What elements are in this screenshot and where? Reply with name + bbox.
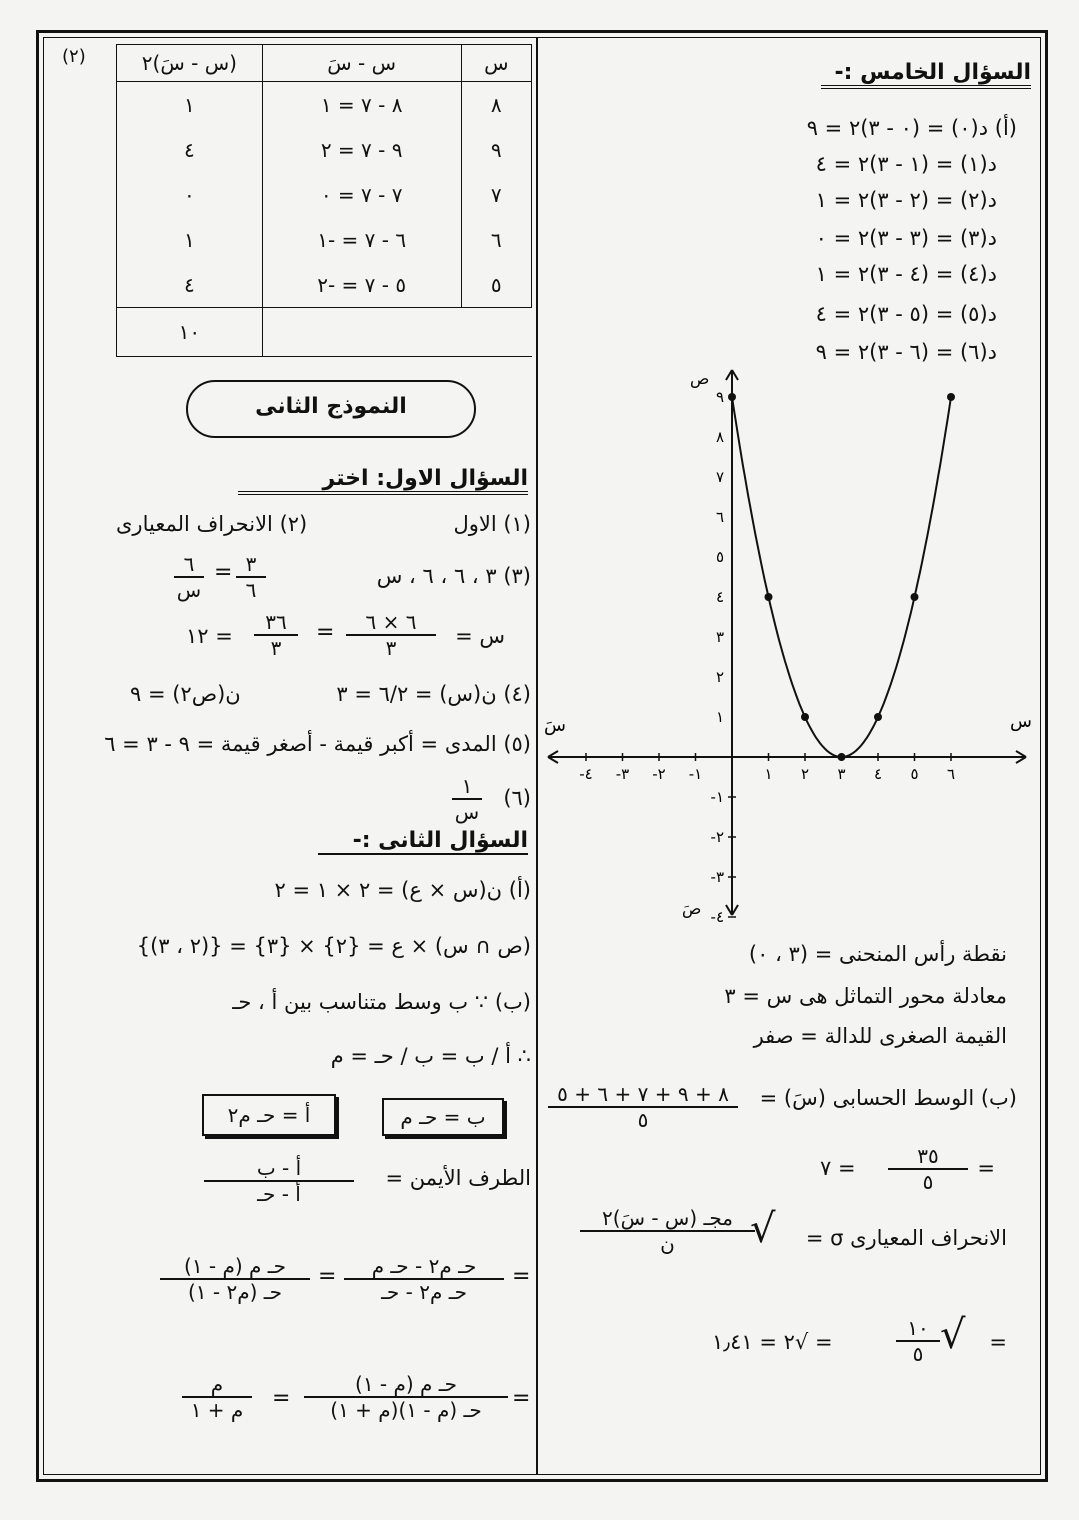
y-tick-label: ٨ xyxy=(715,428,724,446)
mean-denominator-2: ٥ xyxy=(922,1170,934,1194)
f-line: د(٦) = (٦ - ٣)٢ = ٩ xyxy=(815,340,997,364)
table-row xyxy=(117,127,532,172)
lhs-fraction xyxy=(204,1156,354,1206)
frac-6-s xyxy=(174,552,204,602)
y-tick-label: ١ xyxy=(715,708,724,726)
x-tick-label: ٦ xyxy=(946,765,956,783)
graph-point xyxy=(838,753,846,761)
y-tick-label: -١ xyxy=(710,788,724,806)
table-row xyxy=(117,82,532,128)
x-tick-label: ١ xyxy=(764,765,773,783)
graph-points xyxy=(728,393,955,761)
column-divider xyxy=(536,37,538,1475)
graph-axes xyxy=(544,369,1032,919)
numerator: ١ xyxy=(452,774,482,800)
answer-2: (٢) الانحراف المعيارى xyxy=(116,512,308,536)
denominator: حـ (م٢ - ١) xyxy=(187,1280,282,1304)
q2-ratio: ∴ أ / ب = ب / حـ = م xyxy=(330,1044,531,1068)
q2-set-product: (ص ∩ س) × ع = {٢} × {٣} = {(٢ ، ٣)} xyxy=(136,934,531,958)
f-line: د(٥) = (٥ - ٣)٢ = ٤ xyxy=(815,302,997,326)
parabola-graph xyxy=(540,360,1040,930)
table-cell: ٤ xyxy=(117,262,263,308)
q2-part-b: (ب) ∵ ب وسط متناسب بين أ ، حـ xyxy=(232,990,531,1014)
answer-3b-result: = ١٢ xyxy=(186,624,233,648)
y-tick-label: -٤ xyxy=(710,908,724,926)
numerator: حـ م (م - ١) xyxy=(304,1372,508,1398)
y-tick-label: ٦ xyxy=(715,508,724,526)
table-header: (س - سَ)٢ xyxy=(117,45,263,82)
graph-point xyxy=(765,593,773,601)
denominator: م + ١ xyxy=(190,1398,244,1422)
graph-point xyxy=(728,393,736,401)
x-tick-label: -٢ xyxy=(652,765,666,783)
mean-numerator-2: ٣٥ xyxy=(888,1144,968,1170)
f-line: (أ) د(٠) = (٠ - ٣)٢ = ٩ xyxy=(806,116,1017,140)
q1-title: السؤال الاول: اختر xyxy=(238,466,528,495)
denominator: ٦ xyxy=(245,578,257,602)
table-cell: ٨ - ٧ = ١ xyxy=(262,82,461,128)
mean-denominator: ٥ xyxy=(637,1108,649,1132)
sd-eq: = xyxy=(989,1330,1007,1354)
x-tick-label: ٣ xyxy=(837,765,846,783)
graph-point xyxy=(801,713,809,721)
axis-symmetry-text: معادلة محور التماثل هى س = ٣ xyxy=(724,984,1007,1008)
numerator: ٦ × ٦ xyxy=(346,610,436,636)
sqrt-icon: √ xyxy=(940,1312,966,1358)
numerator: أ - ب xyxy=(204,1156,354,1182)
table-cell: ٦ - ٧ = -١ xyxy=(262,217,461,262)
graph-point xyxy=(874,713,882,721)
graph-point xyxy=(947,393,955,401)
x-tick-label: -٤ xyxy=(579,765,593,783)
sd-numerator: مجـ (س - سَ)٢ xyxy=(580,1206,755,1232)
x-tick-label: -١ xyxy=(688,765,703,783)
frac-3-6 xyxy=(236,552,266,602)
table-cell: ٩ xyxy=(461,127,531,172)
y-neg-axis-label: صَ xyxy=(682,899,702,918)
x-neg-axis-label: سَ xyxy=(544,715,566,736)
parabola-curve xyxy=(732,397,951,757)
answer-4: (٤) ن(س) = ٦/٢ = ٣ xyxy=(336,682,531,706)
answer-4b: ن(ص٢) = ٩ xyxy=(130,682,241,706)
y-tick-label: ٧ xyxy=(715,468,724,486)
final-fraction xyxy=(182,1372,252,1422)
denominator: حـ (م - ١)(م + ١) xyxy=(330,1398,482,1422)
min-value-text: القيمة الصغرى للدالة = صفر xyxy=(753,1024,1007,1048)
step3-fraction xyxy=(160,1254,310,1304)
vertex-text: نقطة رأس المنحنى = (٣ ، ٠) xyxy=(748,942,1007,966)
equals-sign: = xyxy=(512,1386,531,1411)
numerator: ٦ xyxy=(174,552,204,578)
table-cell: ٦ xyxy=(461,217,531,262)
f-line: د(٤) = (٤ - ٣)٢ = ١ xyxy=(815,262,997,286)
x-axis-label: س xyxy=(1010,711,1032,732)
denominator: س xyxy=(454,800,480,824)
y-tick-label: ٢ xyxy=(715,668,724,686)
sd-label: الانحراف المعيارى σ = xyxy=(805,1226,1007,1250)
frac-6x6-3 xyxy=(346,610,436,660)
y-tick-label: ٤ xyxy=(715,588,724,606)
equals-sign: = xyxy=(214,560,233,585)
equals-sign: = xyxy=(512,1264,531,1289)
x-tick-label: ٢ xyxy=(800,765,810,783)
denominator: حـ م٢ - حـ xyxy=(381,1280,467,1304)
table-header: س xyxy=(461,45,531,82)
table-cell: ٠ xyxy=(117,172,263,217)
numerator: ٣ xyxy=(236,552,266,578)
page-number: (٢) xyxy=(62,46,86,67)
answer-3: (٣) ٣ ، ٦ ، ٦ ، س xyxy=(376,564,531,588)
table-cell: ٩ - ٧ = ٢ xyxy=(262,127,461,172)
equals-sign: = xyxy=(316,620,335,645)
f-line: د(٢) = (٢ - ٣)٢ = ١ xyxy=(815,188,997,212)
table-header-row xyxy=(117,45,532,82)
table-row xyxy=(117,172,532,217)
y-tick-label: -٣ xyxy=(710,868,724,886)
sd-fraction-2 xyxy=(896,1316,940,1366)
step2-fraction xyxy=(344,1254,504,1304)
frac-1-s xyxy=(452,774,482,824)
table-header: س - سَ xyxy=(262,45,461,82)
step4-fraction xyxy=(304,1372,508,1422)
answer-5: (٥) المدى = أكبر قيمة - أصغر قيمة = ٩ - ٣ = ٦ xyxy=(104,732,531,756)
table-cell: ٥ - ٧ = -٢ xyxy=(262,262,461,308)
sd-denominator-2: ٥ xyxy=(912,1342,924,1366)
f-line: د(١) = (١ - ٣)٢ = ٤ xyxy=(815,152,997,176)
denominator: ٣ xyxy=(270,636,282,660)
denominator: س xyxy=(176,578,202,602)
mean-numerator: ٨ + ٩ + ٧ + ٦ + ٥ xyxy=(548,1082,738,1108)
sd-numerator-2: ١٠ xyxy=(896,1316,940,1342)
equals-sign: = xyxy=(272,1386,291,1411)
table-row xyxy=(117,262,532,308)
table-cell: ٧ - ٧ = ٠ xyxy=(262,172,461,217)
mean-result: = ٧ xyxy=(820,1156,856,1180)
box-a-equals: أ = حـ م٢ xyxy=(202,1094,336,1136)
y-axis-label: ص xyxy=(690,369,710,388)
sqrt-icon: √ xyxy=(750,1206,776,1252)
table-total: ١٠ xyxy=(117,308,263,357)
frac-36-3 xyxy=(254,610,298,660)
table-cell: ١ xyxy=(117,217,263,262)
x-tick-label: ٤ xyxy=(873,765,883,783)
table-cell: ٨ xyxy=(461,82,531,128)
y-tick-label: ٩ xyxy=(715,388,724,406)
answer-6: (٦) xyxy=(503,786,531,810)
y-tick-label: -٢ xyxy=(710,828,724,846)
x-tick-label: ٥ xyxy=(910,765,919,783)
table-total-row xyxy=(117,308,532,357)
table-cell: ١ xyxy=(117,82,263,128)
mean-label: (ب) الوسط الحسابى (سَ) = xyxy=(759,1086,1017,1110)
f-line: د(٣) = (٣ - ٣)٢ = ٠ xyxy=(815,226,997,250)
answer-3b-prefix: س = xyxy=(455,624,505,648)
q2-title: السؤال الثانى :- xyxy=(318,828,528,855)
sd-denominator: ن xyxy=(660,1232,675,1256)
numerator: حـ م٢ - حـ م xyxy=(344,1254,504,1280)
mean-eq: = xyxy=(977,1156,995,1180)
numerator: ٣٦ xyxy=(254,610,298,636)
numerator: حـ م (م - ١) xyxy=(160,1254,310,1280)
sd-result: = √٢ = ١٫٤١ xyxy=(712,1330,833,1354)
q2-part-a: (أ) ن(س × ع) = ٢ × ١ = ٢ xyxy=(274,878,531,902)
x-tick-label: -٣ xyxy=(615,765,630,783)
sd-fraction xyxy=(580,1206,755,1256)
deviation-table xyxy=(116,44,532,357)
table-cell: ٤ xyxy=(117,127,263,172)
q5-title: السؤال الخامس :- xyxy=(821,60,1031,89)
box-b-equals: ب = حـ م xyxy=(382,1098,504,1136)
numerator: م xyxy=(182,1372,252,1398)
model-title-cloud xyxy=(186,380,476,438)
y-tick-label: ٥ xyxy=(715,548,724,566)
equals-sign: = xyxy=(318,1264,337,1289)
denominator: ٣ xyxy=(385,636,397,660)
answer-1: (١) الاول xyxy=(453,512,531,536)
graph-point xyxy=(911,593,919,601)
lhs-label: الطرف الأيمن = xyxy=(385,1166,531,1190)
mean-fraction xyxy=(548,1082,738,1132)
table-cell: ٧ xyxy=(461,172,531,217)
table-cell: ٥ xyxy=(461,262,531,308)
denominator: أ - حـ xyxy=(257,1182,301,1206)
table-row xyxy=(117,217,532,262)
y-tick-label: ٣ xyxy=(715,628,724,646)
mean-fraction-2 xyxy=(888,1144,968,1194)
model-title: النموذج الثانى xyxy=(255,394,407,419)
